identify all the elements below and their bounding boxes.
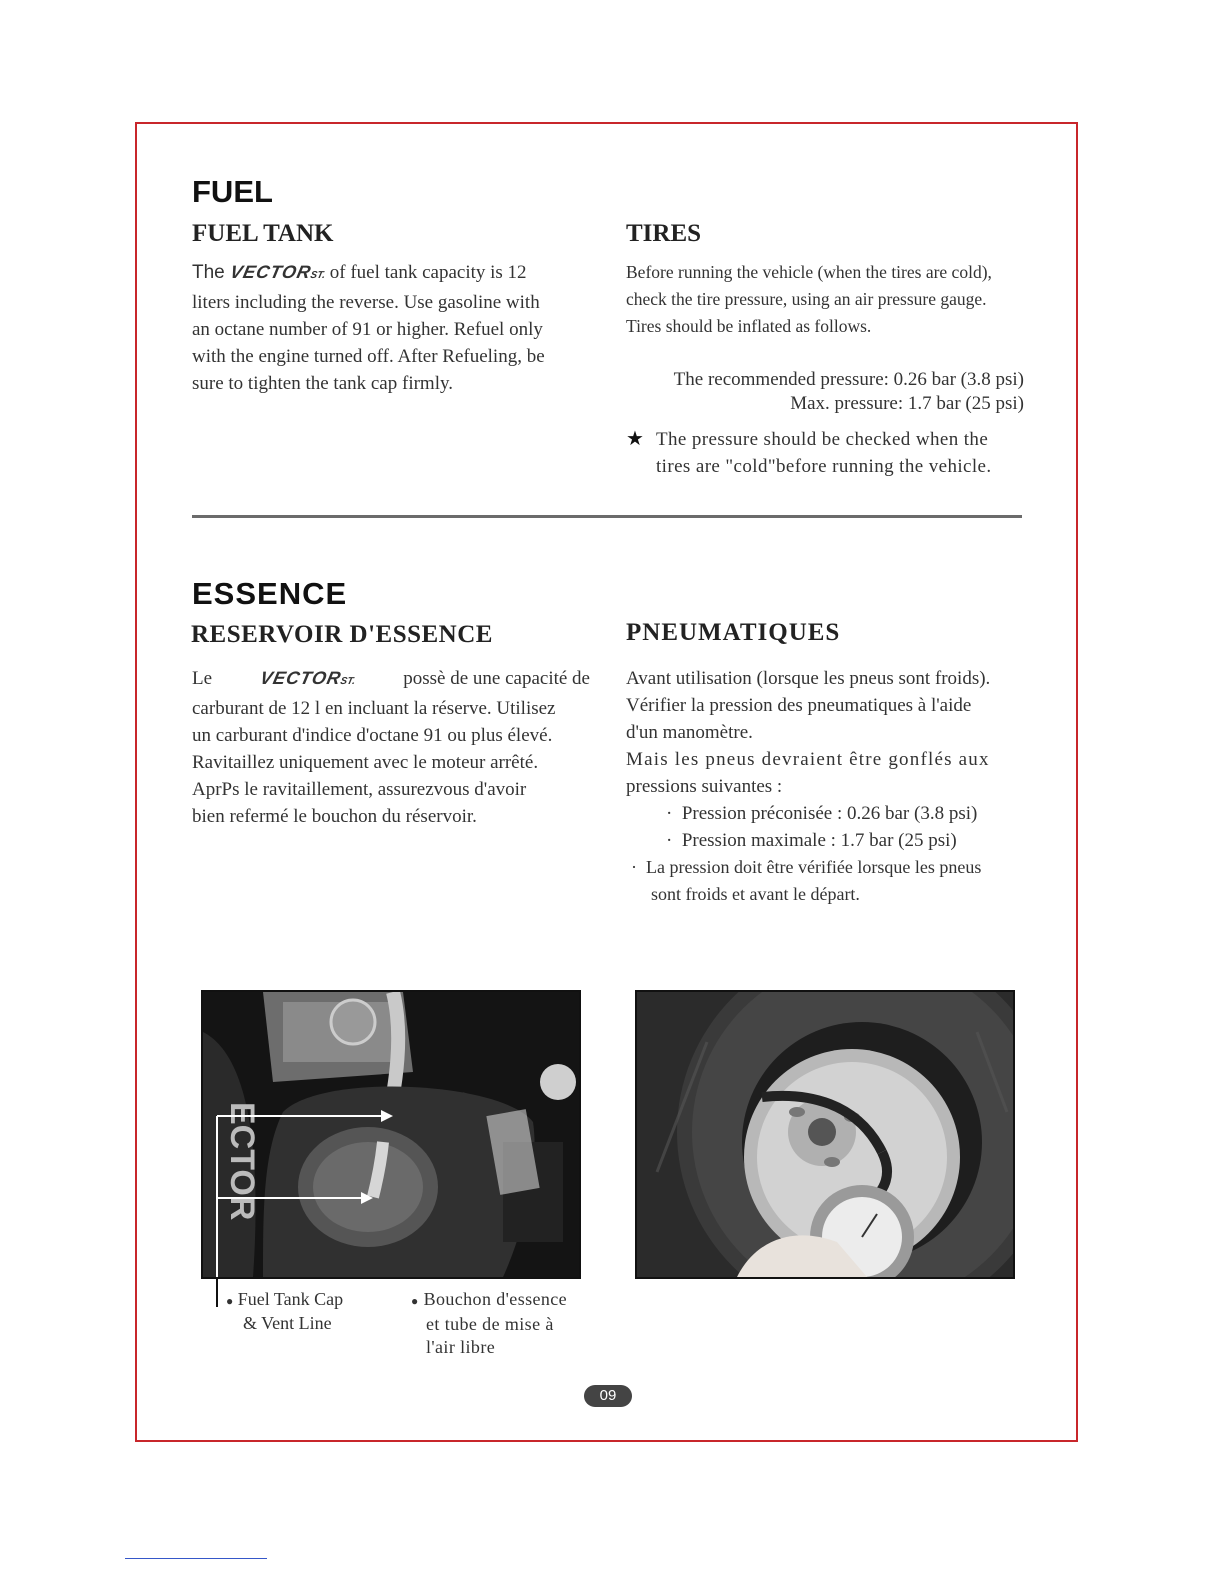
tires-note-line: The pressure should be checked when the	[656, 429, 989, 450]
fuel-tank-photo	[201, 990, 581, 1279]
tire-gauge-illustration	[637, 992, 1013, 1277]
caption-fr	[411, 1288, 567, 1359]
fuel-tank-line: with the engine turned off. After Refueling, be	[192, 346, 545, 367]
caption-fr-line: ● Bouchon d'essence	[411, 1289, 568, 1309]
fuel-line1: of fuel tank capacity is 12	[329, 262, 527, 283]
pneus-line: Avant utilisation (lorsque les pneus sont froids).	[626, 668, 991, 689]
reservoir-line1: possè de une capacité de	[403, 668, 590, 689]
recommended-pressure: The recommended pressure: 0.26 bar (3.8 psi)	[673, 369, 1024, 390]
pneus-note-line: sont froids et avant le départ.	[651, 884, 860, 904]
pneus-line: d'un manomètre.	[626, 722, 753, 743]
reservoir-heading: RESERVOIR D'ESSENCE	[191, 621, 493, 648]
caption-en	[226, 1288, 343, 1334]
vector-logo: VECTORST.	[227, 262, 326, 282]
fuel-title: FUEL	[192, 174, 273, 209]
reservoir-line: Ravitaillez uniquement avec le moteur arrêté.	[192, 752, 539, 773]
section-divider	[192, 515, 1022, 518]
callout-line	[216, 1279, 218, 1307]
pneus-text	[626, 665, 1026, 908]
fuel-tank-line: an octane number of 91 or higher. Refuel only	[192, 319, 543, 340]
tires-note-line: tires are "cold"before running the vehicle.	[656, 456, 992, 477]
le-word: Le	[192, 668, 213, 689]
tires-line: check the tire pressure, using an air pressure gauge.	[626, 289, 987, 309]
caption-fr-line: l'air libre	[426, 1337, 496, 1357]
caption-fr-line: et tube de mise à	[426, 1314, 554, 1334]
page-number: 09	[584, 1385, 632, 1407]
pneus-note: · La pression doit être vérifiée lorsque les pneus	[631, 857, 982, 877]
fuel-tank-text	[192, 259, 590, 397]
caption-en-line: & Vent Line	[243, 1313, 332, 1333]
pneus-line: pressions suivantes :	[626, 776, 783, 797]
fuel-the: The	[192, 262, 225, 283]
essence-title: ESSENCE	[192, 576, 348, 611]
pneus-heading: PNEUMATIQUES	[626, 619, 841, 646]
vector-logo: VECTORST.	[258, 668, 357, 688]
tires-pressure	[626, 366, 1024, 417]
reservoir-line: carburant de 12 l en incluant la réserve. Utilisez	[192, 698, 556, 719]
tires-line: Before running the vehicle (when the tires are cold),	[626, 262, 992, 282]
max-pressure: Max. pressure: 1.7 bar (25 psi)	[790, 393, 1024, 414]
tire-gauge-photo	[635, 990, 1015, 1279]
tires-note	[626, 426, 1024, 480]
pneus-bullet-item: · Pression maximale : 1.7 bar (25 psi)	[666, 830, 957, 851]
star-icon: ★	[626, 428, 644, 450]
pneus-bullet-item: · Pression préconisée : 0.26 bar (3.8 psi)	[666, 803, 978, 824]
reservoir-text	[192, 665, 590, 830]
fuel-tank-illustration	[203, 992, 579, 1277]
reservoir-line: bien refermé le bouchon du réservoir.	[192, 806, 477, 827]
tires-line: Tires should be inflated as follows.	[626, 316, 872, 336]
reservoir-line	[192, 665, 590, 695]
reservoir-line: AprPs le ravitaillement, assurezvous d'avoir	[192, 779, 527, 800]
tires-heading: TIRES	[626, 220, 702, 247]
caption-en-line: ● Fuel Tank Cap	[226, 1289, 344, 1309]
pneus-line: Mais les pneus devraient être gonflés aux	[626, 749, 990, 770]
svg-text:ECTOR: ECTOR	[223, 1102, 261, 1221]
tires-text	[626, 259, 1026, 340]
reservoir-line: un carburant d'indice d'octane 91 ou plus élevé.	[192, 725, 553, 746]
bottom-underline	[125, 1558, 267, 1559]
pneus-line: Vérifier la pression des pneumatiques à l'aide	[626, 695, 972, 716]
fuel-tank-heading: FUEL TANK	[192, 220, 334, 247]
fuel-tank-line: liters including the reverse. Use gasoline with	[192, 292, 540, 313]
fuel-tank-line	[192, 259, 590, 289]
fuel-tank-line: sure to tighten the tank cap firmly.	[192, 373, 453, 394]
